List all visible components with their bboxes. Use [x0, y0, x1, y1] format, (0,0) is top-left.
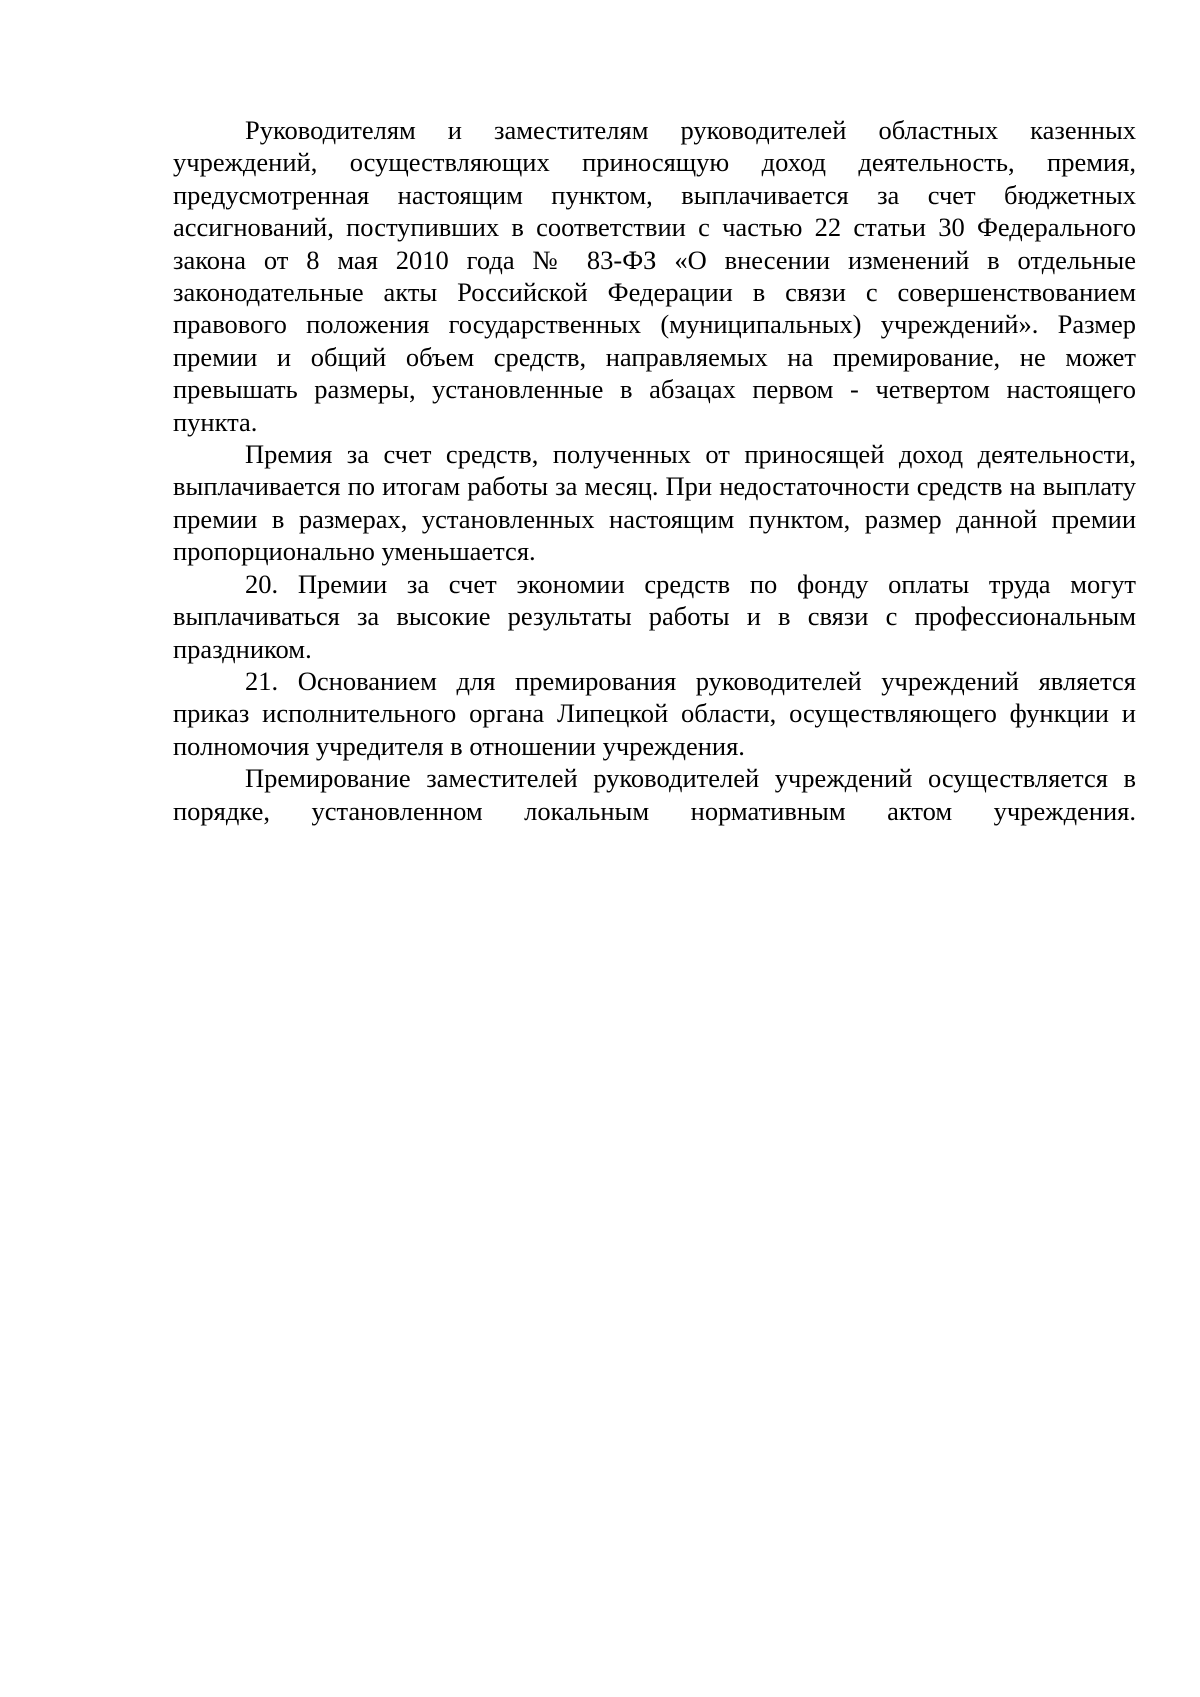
paragraph-item-21: 21. Основанием для премирования руководителей учреждений является приказ исполнительного органа Липецкой области, осуществляющего функции и полномочия учредителя в отношении учреждения.	[173, 665, 1136, 761]
paragraph-deputies-bonus: Премирование заместителей руководителей учреждений осуществляется в порядке, установленном локальным нормативным актом учреждения.	[173, 763, 1136, 826]
document-body	[173, 114, 1136, 827]
paragraph-item-20: 20. Премии за счет экономии средств по фонду оплаты труда могут выплачиваться за высокие результаты работы и в связи с профессиональным праздником.	[173, 568, 1136, 664]
paragraph-income-bonus: Премия за счет средств, полученных от приносящей доход деятельности, выплачивается по итогам работы за месяц. При недостаточности средств на выплату премии в размерах, установленных настоящим пунктом, размер данной премии пропорционально уменьшается.	[173, 439, 1136, 567]
paragraph-funding-source: Руководителям и заместителям руководителей областных казенных учреждений, осуществляющих приносящую доход деятельность, премия, предусмотренная настоящим пунктом, выплачивается за счет бюджетных ассигнований, поступивших в соответствии с частью 22 статьи 30 Федерального закона от 8 мая 2010 года № 83-ФЗ «О внесении изменений в отдельные законодательные акты Российской Федерации в связи с совершенствованием правового положения государственных (муниципальных) учреждений». Размер премии и общий объем средств, направляемых на премирование, не может превышать размеры, установленные в абзацах первом - четвертом настоящего пункта.	[173, 115, 1136, 437]
